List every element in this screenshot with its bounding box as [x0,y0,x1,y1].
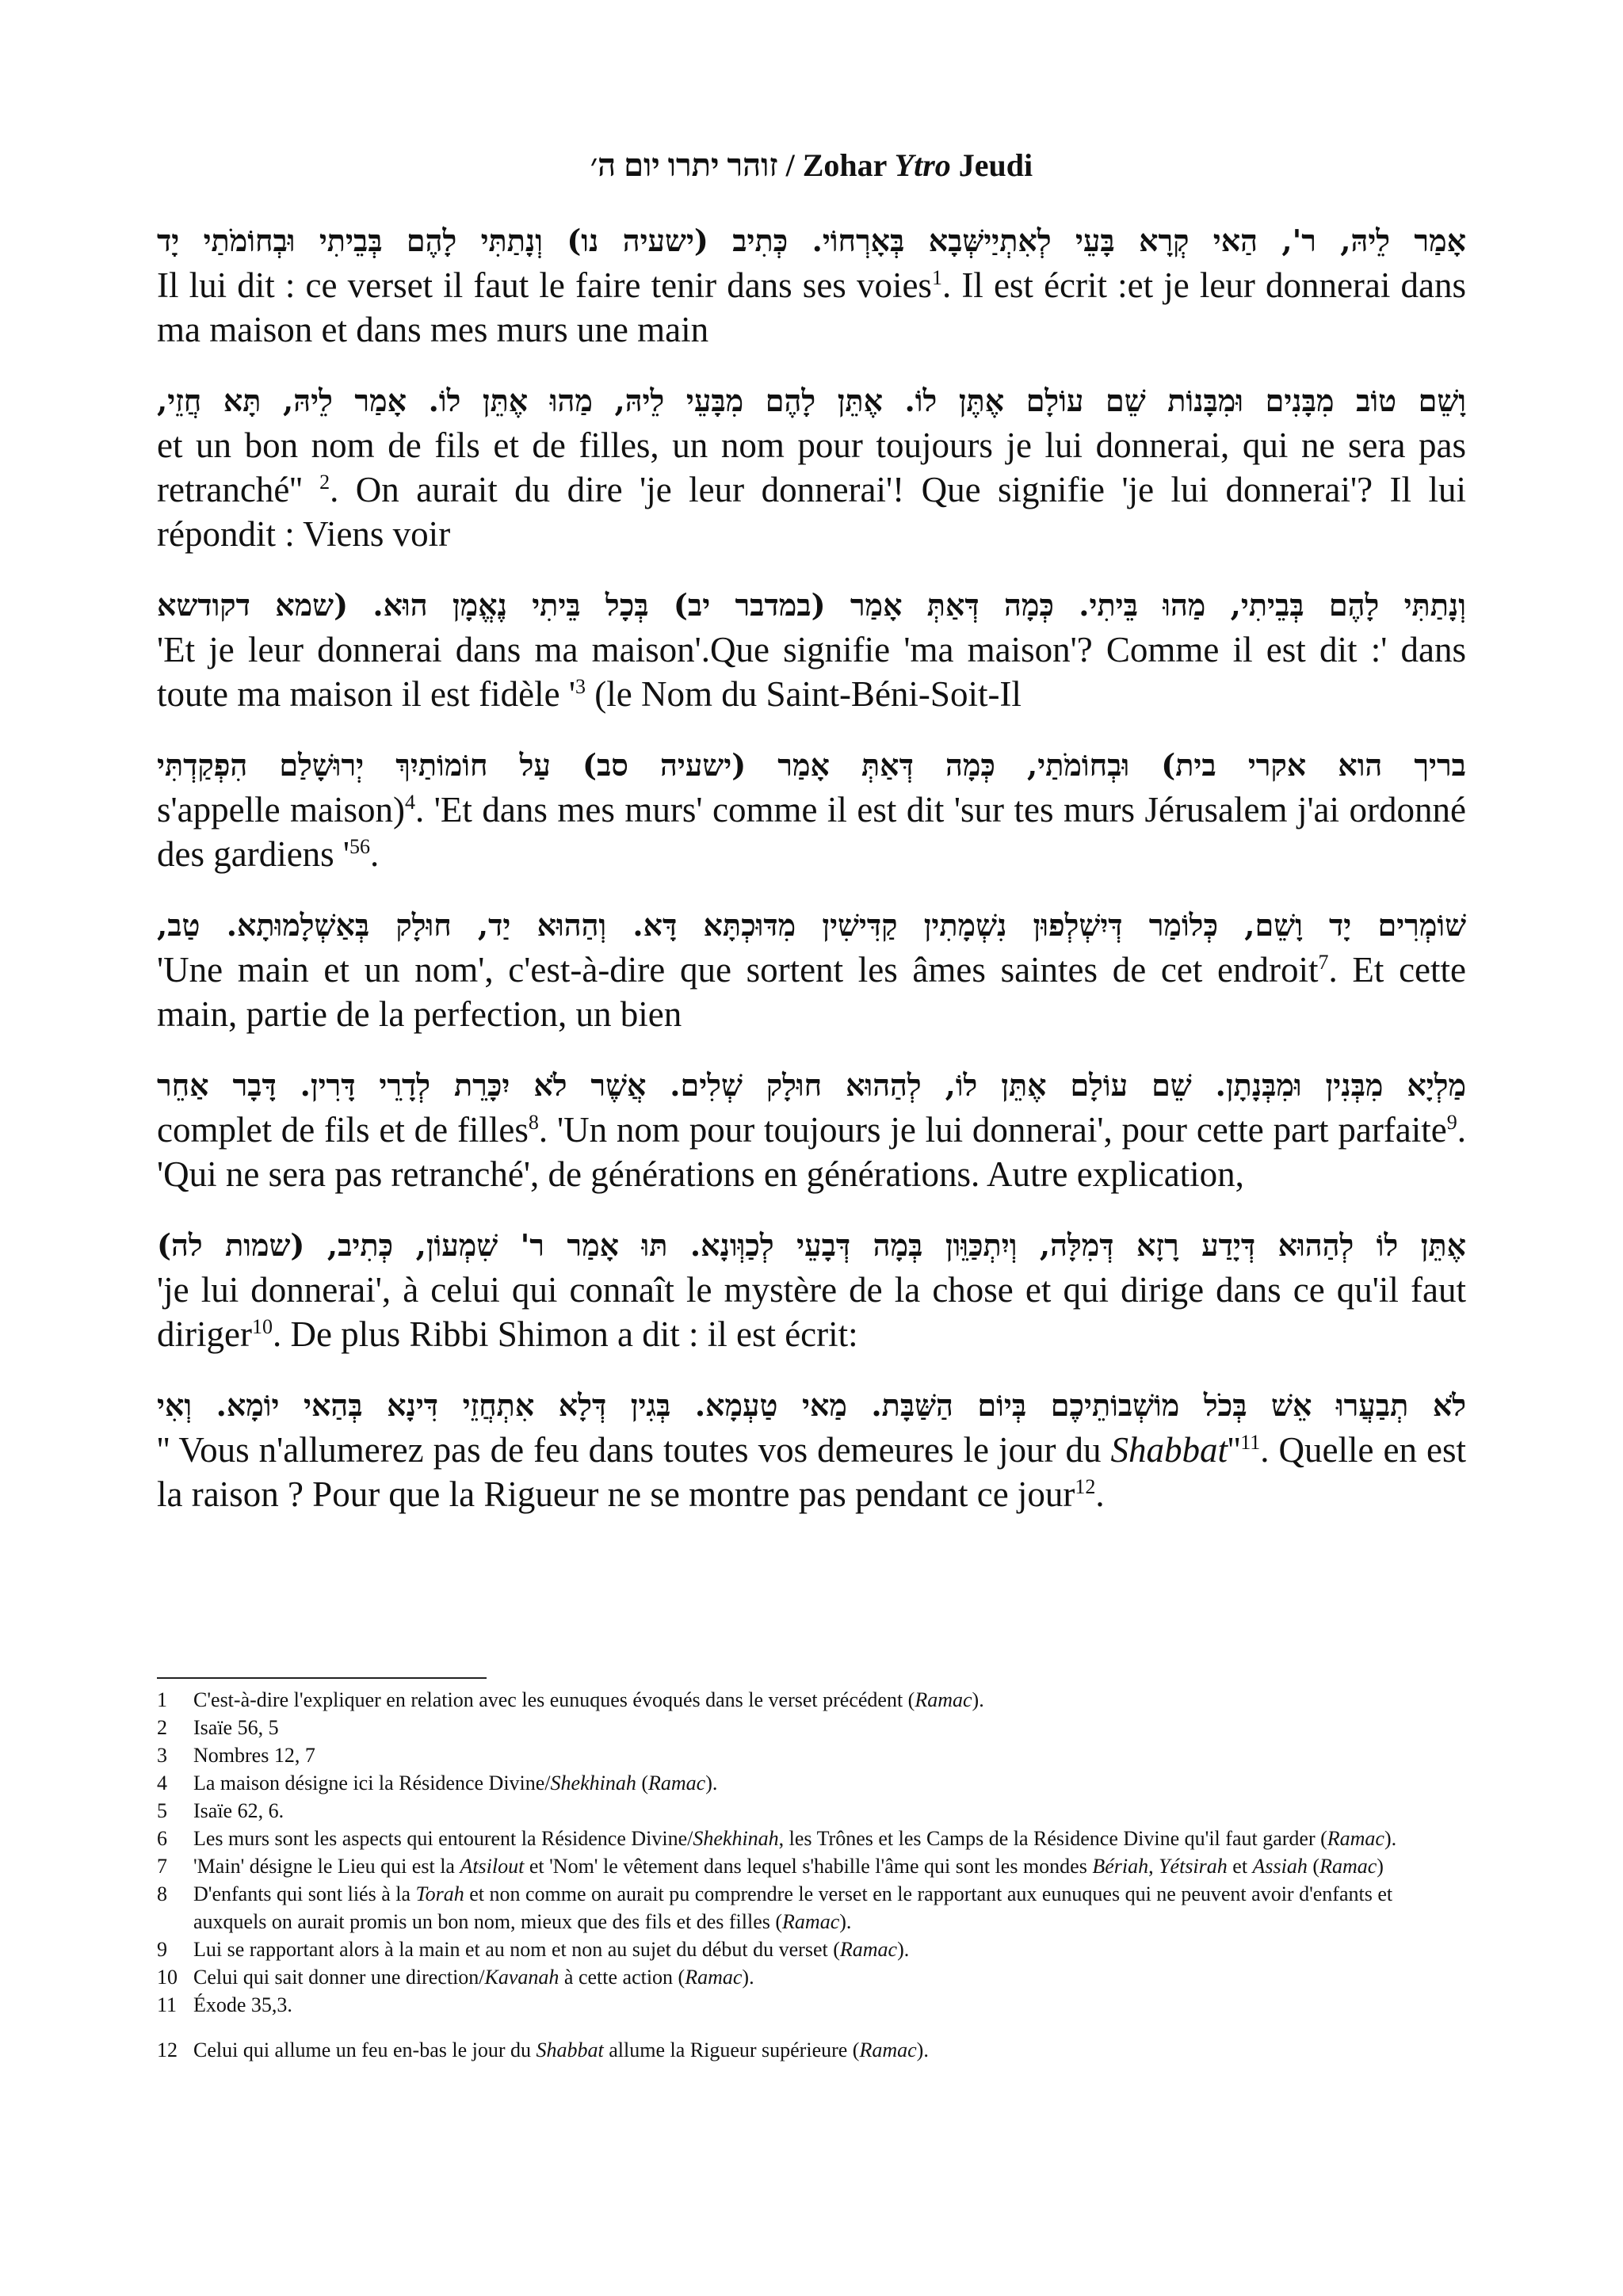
text-segment: . 'Et dans mes murs' comme il est dit 'sur tes murs Jérusalem j'ai ordonné des gardiens ' [157,790,1466,874]
footnote-number: 11 [157,1993,178,2016]
footnote-ref: 1 [931,266,942,289]
text-segment: . Il est écrit :et je leur donnerai dans ma maison et dans mes murs une main [157,265,1467,349]
footnote-number: 6 [157,1827,167,1850]
footnote-ref: 10 [251,1315,273,1338]
text-segment: . Et cette main, partie de la perfection, un bien [157,950,1466,1034]
text-segment: s'appelle maison) [157,790,406,830]
page [157,147,1466,1543]
footnote-text: Nombres 12, 7 [193,1744,315,1767]
footnote [157,1741,1466,1769]
french-translation [157,263,1466,352]
page-title [157,147,1466,184]
footnote-number: 10 [157,1966,178,1989]
footnote-number: 1 [157,1688,167,1711]
paragraph-block [157,743,1466,876]
footnote-text: Éxode 35,3. [193,1993,292,2016]
footnote-number: 4 [157,1772,167,1794]
footnote-number: 3 [157,1744,167,1767]
french-translation [157,1108,1466,1196]
footnote [157,1963,1466,1991]
french-translation [157,1268,1466,1356]
hebrew-line: וָשֵׁם טוֹב מִבָּנִים וּמִבָּנוֹת שֵׁם עוֹלָם אֶתֶּן לוֹ. אֶתֵּן לָהֶם מִבָּעֵי לֵיהּ, מַהוּ אֶתֵּן לוֹ. אָמַר לֵיהּ, תָּא חֲזֵי, [157,383,1466,418]
text-segment: . [370,834,380,874]
hebrew-line: אָמַר לֵיהּ, ר', הַאי קְרָא בָּעֵי לְאִתְיַישְּׁבָא בְּאָרְחוֹי. כְּתִיב (ישעיה נו) וְנָתַתִּי לָהֶם בְּבֵיתִי וּבְחוֹמֹתַי יָד [157,223,1466,258]
text-segment: 'je lui donnerai', à celui qui connaît le mystère de la chose et qui dirige dans ce qu'il faut diriger [157,1270,1466,1354]
footnote-ref: 2 [319,471,330,494]
footnote [157,1991,1466,2019]
french-translation [157,1428,1466,1516]
footnote-gap [157,2019,1466,2036]
footnote [157,1880,1466,1936]
footnote-text: Lui se rapportant alors à la main et au nom et non au sujet du début du verset (Ramac). [193,1938,910,1961]
text-segment: . Quelle en est la raison ? Pour que la Rigueur ne se montre pas pendant ce jour [157,1430,1466,1514]
footnote [157,1936,1466,1963]
footnote-ref: 9 [1446,1111,1457,1134]
hebrew-line: אֶתֵּן לוֹ לְהַהוּא דְּיָדַע רָזָא דְּמִלָּה, וְיִתְכַּוֵּון בְּמָה דְּבָעֵי לְכַוְּונָא. תּוּ אָמַר ר' שִׁמְעוֹן, כְּתִיב, (שמות לה) [157,1227,1466,1263]
paragraph-block [157,379,1466,556]
paragraph-block [157,903,1466,1036]
footnote [157,1852,1466,1880]
french-translation [157,423,1466,556]
french-translation [157,948,1466,1036]
footnote-number: 12 [157,2039,178,2061]
paragraph-block [157,1223,1466,1356]
hebrew-line: שׁוֹמְרִים יָד וָשֵׁם, כְּלוֹמַר דְּיִשְׁלְפוּן נִשְׁמָתִין קַדִּישִׁין מִדּוּכְתָּא דָּא. וְהַהוּא יַד, חוּלָק בְּאַשְׁלָמוּתָא. טַב, [157,907,1466,943]
title-hebrew: זוהר יתרו יום ה׳ [590,147,778,183]
title-separator: / [777,147,803,183]
footnote-ref: 11 [1240,1431,1261,1454]
footnote-text: Les murs sont les aspects qui entourent la Résidence Divine/Shekhinah, les Trônes et les Camps de la Résidence Divine qu'il faut garder (Ramac). [193,1827,1397,1850]
paragraph-block [157,219,1466,352]
footnote-ref: 7 [1318,951,1329,974]
text-segment: . 'Un nom pour toujours je lui donnerai', pour cette part parfaite [538,1110,1447,1150]
footnote-ref: 4 [405,791,416,814]
text-segment: . De plus Ribbi Shimon a dit : il est écrit: [272,1314,858,1354]
footnote [157,1686,1466,1714]
text-segment: . On aurait du dire 'je leur donnerai'! Que signifie 'je lui donnerai'? Il lui répondit : Viens voir [157,470,1466,554]
footnote [157,1769,1466,1797]
text-segment: '' [1228,1430,1241,1470]
footnote-ref: 12 [1075,1475,1096,1498]
footnote [157,1797,1466,1825]
hebrew-line: בריך הוא אקרי בית) וּבְחוֹמֹתַי, כְּמָה דְּאַתְּ אָמַר (ישעיה סב) עַל חוֹמוֹתַיִךְ יְרוּשָׁלַם הִפְקַדְתִּי [157,747,1466,783]
hebrew-line: מַלְיָא מִבְּנִין וּמִבְּנָתָן. שֵׁם עוֹלָם אֶתֵּן לוֹ, לְהַהוּא חוּלָק שְׁלִים. אֲשֶׁר לֹא יִכָּרֵת לְדָרֵי דָּרִין. דָּבָר אַחֵר [157,1067,1466,1103]
footnote-number: 9 [157,1938,167,1961]
text-italic: Shabbat [1110,1430,1228,1470]
footnote-ref: 3 [575,675,586,698]
footnote-number: 7 [157,1855,167,1878]
footnote-text: D'enfants qui sont liés à la Torah et non comme on aurait pu comprendre le verset en le rapportant aux eunuques qui ne peuvent avoir d'enfants et auxquels on aurait promis un bon nom, mieux que des fils et des filles (Ramac). [193,1882,1393,1933]
footnote-text: La maison désigne ici la Résidence Divine/Shekhinah (Ramac). [193,1772,718,1794]
hebrew-line: לֹא תְבַעֲרוּ אֵשׁ בְּכֹל מוֹשְׁבוֹתֵיכֶם בְּיוֹם הַשַּׁבָּת. מַאי טַעְמָא. בְּגִין דְּלָא אִתְחֲזֵי דִּינָא בְּהַאי יוֹמָא. וְאִי [157,1387,1466,1423]
footnotes [157,1686,1466,2064]
french-translation [157,788,1466,876]
text-segment: complet de fils et de filles [157,1110,529,1150]
footnote [157,1714,1466,1741]
hebrew-line: וְנָתַתִּי לָהֶם בְּבֵיתִי, מַהוּ בֵּיתִי. כְּמָה דְּאַתְּ אָמַר (במדבר יב) בְּכָל בֵּיתִי נֶאֱמָן הוּא. (שמא דקודשא [157,587,1466,623]
paragraph-block [157,1063,1466,1196]
text-segment: . [1095,1474,1105,1514]
footnote-text: 'Main' désigne le Lieu qui est la Atsilout et 'Nom' le vêtement dans lequel s'habille l'âme qui sont les mondes Bériah, Yétsirah et Assiah (Ramac) [193,1855,1384,1878]
text-segment: Il lui dit : ce verset il faut le faire tenir dans ses voies [157,265,932,305]
footnote-number: 8 [157,1882,167,1905]
text-segment: '' Vous n'allumerez pas de feu dans toutes vos demeures le jour du [157,1430,1111,1470]
footnote [157,1825,1466,1852]
footnote-ref: 8 [528,1111,539,1134]
footnote-text: C'est-à-dire l'expliquer en relation avec les eunuques évoqués dans le verset précédent (Ramac). [193,1688,984,1711]
footnote-ref: 56 [349,835,371,858]
text-segment: 'Et je leur donnerai dans ma maison'.Que signifie 'ma maison'? Comme il est dit :' dans toute ma maison il est fidèle ' [157,630,1466,714]
text-segment: (le Nom du Saint-Béni-Soit-Il [585,674,1022,714]
title-zohar: Zohar [802,147,895,183]
text-segment: 'Une main et un nom', c'est-à-dire que sortent les âmes saintes de cet endroit [157,950,1319,990]
paragraph-block [157,1383,1466,1516]
footnote-divider [157,1677,487,1679]
french-translation [157,627,1466,716]
text-segment: et un bon nom de fils et de filles, un nom pour toujours je lui donnerai, qui ne sera pas retranché'' [157,425,1466,509]
footnote-text: Isaïe 56, 5 [193,1716,279,1739]
paragraph-block [157,583,1466,716]
footnote-text: Celui qui sait donner une direction/Kavanah à cette action (Ramac). [193,1966,754,1989]
footnote-number: 2 [157,1716,167,1739]
footnote-text: Isaïe 62, 6. [193,1799,285,1822]
title-jeudi: Jeudi [950,147,1033,183]
title-ytro: Ytro [894,147,951,183]
text-segment: . 'Qui ne sera pas retranché', de générations en générations. Autre explication, [157,1110,1466,1194]
footnote [157,2036,1466,2064]
footnote-text: Celui qui allume un feu en-bas le jour du Shabbat allume la Rigueur supérieure (Ramac). [193,2039,929,2061]
footnote-number: 5 [157,1799,167,1822]
